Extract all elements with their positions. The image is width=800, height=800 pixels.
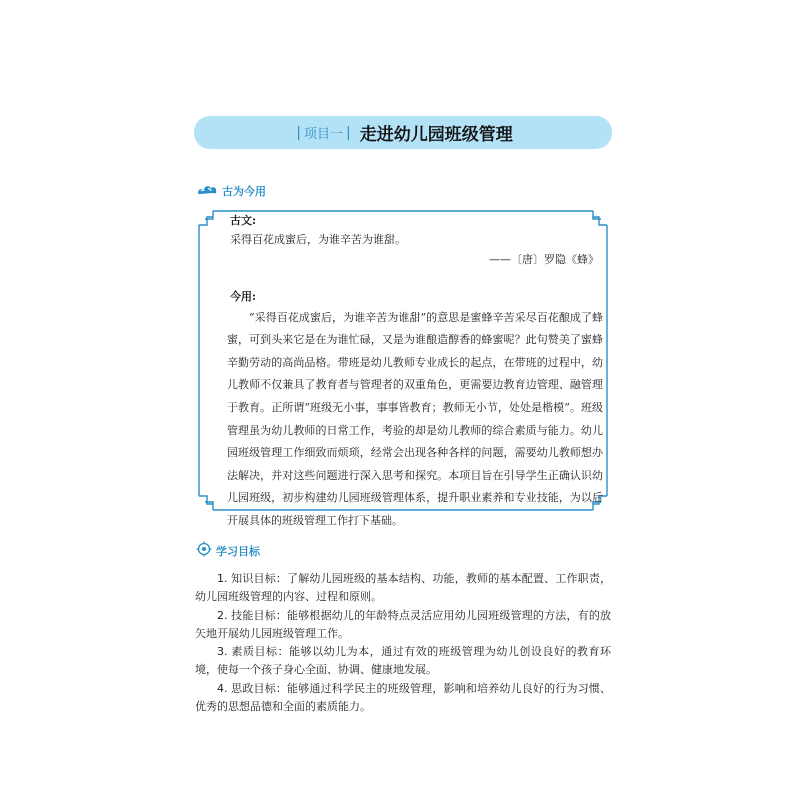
section-goals-label: 学习目标: [216, 545, 260, 558]
section-ancient-label: 古为今用: [222, 184, 266, 198]
chapter-title-banner: [194, 116, 612, 149]
goal-item: 3. 素质目标：能够以幼儿为本，通过有效的班级管理为幼儿创设良好的教育环境，使每一个孩子身心全面、协调、健康地发展。: [195, 645, 611, 677]
goal-item: 2. 技能目标：能够根据幼儿的年龄特点灵活应用幼儿园班级管理的方法，有的放矢地开展幼儿园班级管理工作。: [195, 608, 611, 640]
project-label: 项目一: [303, 127, 343, 142]
title-bar-left: |: [296, 124, 301, 141]
modern-paragraph: “采得百花成蜜后，为谁辛苦为谁甜”的意思是蜜蜂辛苦采尽百花酿成了蜂蜜，可到头来它是在为谁忙碌，又是为谁酿造醇香的蜂蜜呢？此句赞美了蜜蜂辛勤劳动的高尚品格。带班是幼儿教师专业成长的起点，在带班的过程中，幼儿教师不仅兼具了教育者与管理者的双重角色，更需要边教育边管理、融管理于教育。正所谓“班级无小事，事事皆教育；教师无小节，处处是楷模”。班级管理虽为幼儿教师的日常工作，考验的却是幼儿教师的综合素质与能力。幼儿园班级管理工作细致而烦琐，经常会出现各种各样的问题，需要幼儿教师想办法解决，并对这些问题进行深入思考和探究。本项目旨在引导学生正确认识幼儿园班级，初步构建幼儿园班级管理体系，提升职业素养和专业技能，为以后开展具体的班级管理工作打下基础。: [227, 310, 603, 527]
title-bar-right: |: [346, 124, 351, 141]
goal-item: 4. 思政目标：能够通过科学民主的班级管理，影响和培养幼儿良好的行为习惯、优秀的思想品德和全面的素质能力。: [195, 681, 611, 714]
ancient-poem: 采得百花成蜜后，为谁辛苦为谁甜。: [230, 233, 406, 247]
section-ancient-header: [196, 181, 266, 200]
ancient-heading: 古文:: [230, 214, 257, 227]
frame-content: [227, 211, 603, 533]
goal-item: 1. 知识目标：了解幼儿园班级的基本结构、功能，教师的基本配置、工作职责，幼儿园班级管理的内容、过程和原则。: [195, 572, 611, 604]
section-goals-header: [196, 541, 260, 561]
cloud-icon: [196, 181, 218, 200]
poem-source: ——〔唐〕罗隐《蜂》: [489, 252, 599, 266]
modern-heading: 今用:: [230, 290, 257, 304]
target-icon: [196, 541, 212, 561]
learning-goals-list: [195, 570, 611, 716]
chapter-title: 走进幼儿园班级管理: [359, 125, 513, 145]
